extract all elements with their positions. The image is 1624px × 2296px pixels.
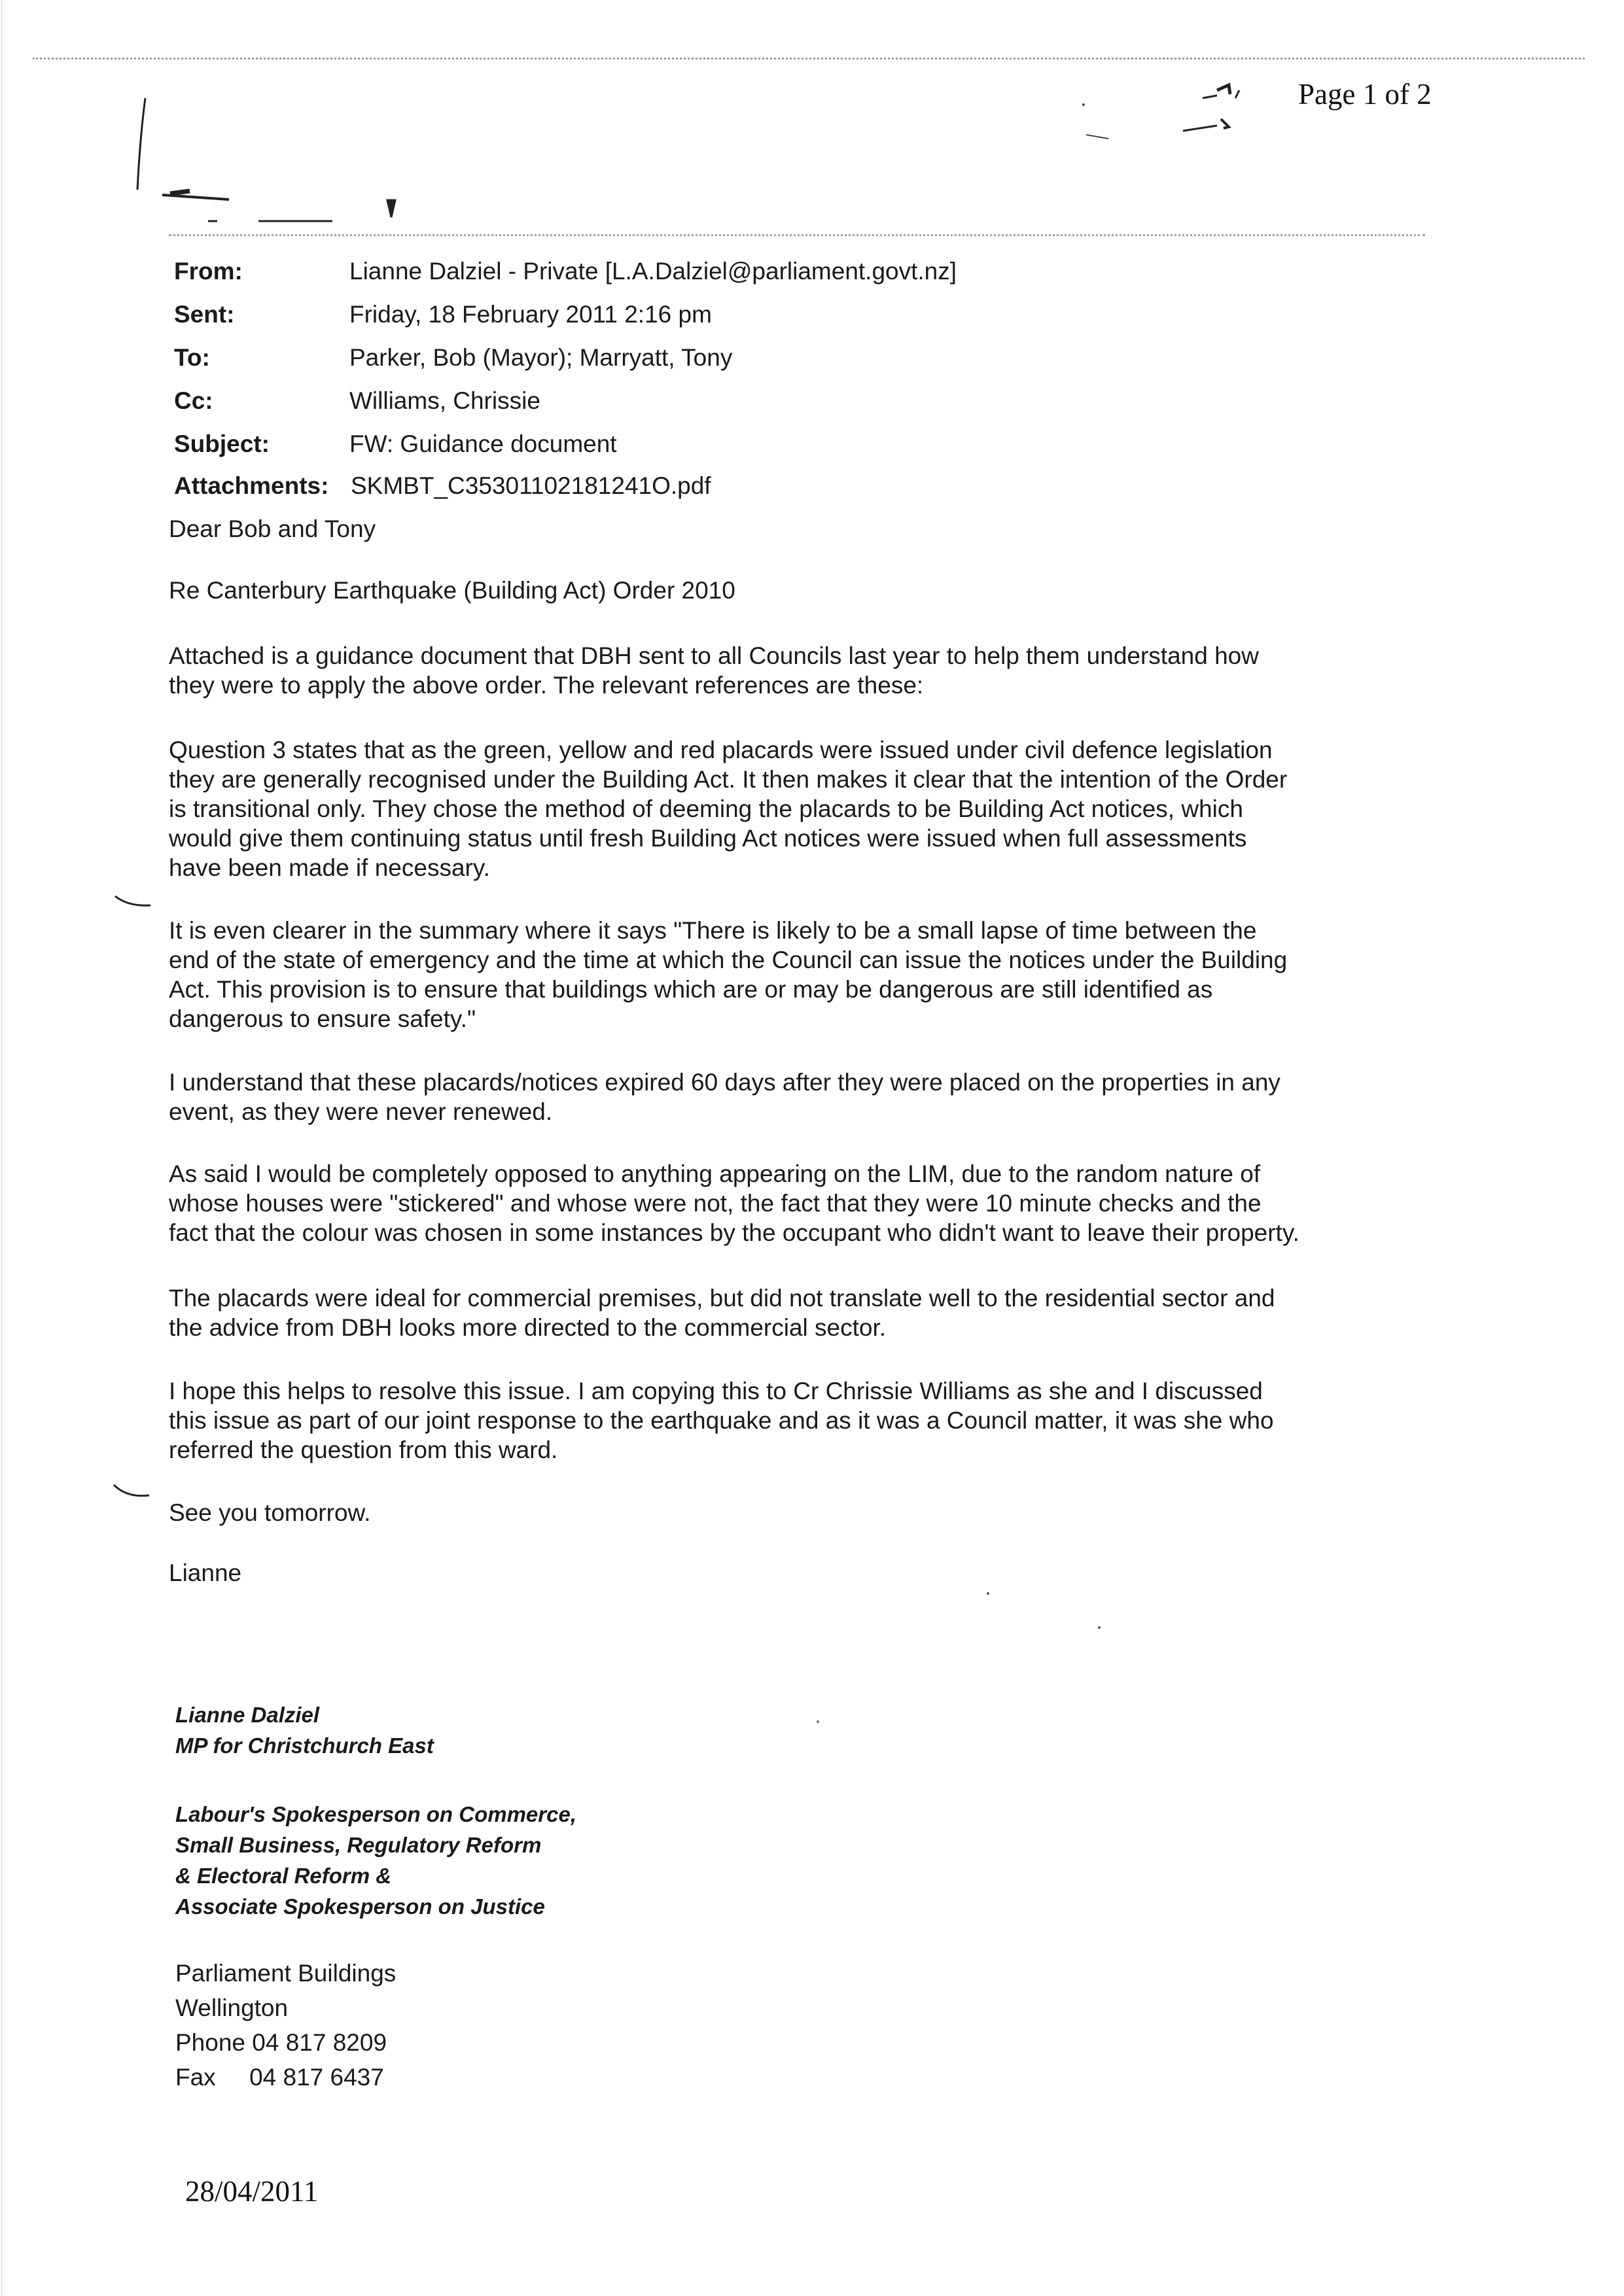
signature-name-block bbox=[175, 1699, 434, 1761]
to-label: To: bbox=[174, 344, 210, 371]
signature-line: Labour's Spokesperson on Commerce, bbox=[175, 1802, 576, 1826]
signature-line: Small Business, Regulatory Reform bbox=[175, 1833, 542, 1857]
scan-edge bbox=[1, 0, 3, 2296]
to-value: Parker, Bob (Mayor); Marryatt, Tony bbox=[349, 344, 733, 371]
paragraph-line: have been made if necessary. bbox=[169, 854, 490, 881]
paragraph-line: As said I would be completely opposed to anything appearing on the LIM, due to the random nature of bbox=[169, 1160, 1261, 1187]
signature-address-block bbox=[175, 1956, 396, 2095]
address-line: Fax 04 817 6437 bbox=[175, 2064, 384, 2091]
paragraph-line: Act. This provision is to ensure that buildings which are or may be dangerous are still identified as bbox=[169, 976, 1213, 1003]
page-number: Page 1 of 2 bbox=[1298, 78, 1432, 111]
signature-line: Associate Spokesperson on Justice bbox=[175, 1894, 545, 1919]
paragraph-line: Question 3 states that as the green, yellow and red placards were issued under civil defence legislation bbox=[169, 737, 1273, 763]
paragraph-line: they were to apply the above order. The relevant references are these: bbox=[169, 672, 924, 699]
paragraph-line: I hope this helps to resolve this issue. I am copying this to Cr Chrissie Williams as she and I discussed bbox=[169, 1378, 1263, 1404]
sent-label: Sent: bbox=[174, 301, 235, 328]
cc-label: Cc: bbox=[174, 387, 213, 414]
paragraph-5 bbox=[169, 1159, 1412, 1247]
paragraph-line: end of the state of emergency and the time at which the Council can issue the notices under the Building bbox=[169, 947, 1288, 973]
re-line: Re Canterbury Earthquake (Building Act) Order 2010 bbox=[169, 577, 735, 604]
address-line: Parliament Buildings bbox=[175, 1960, 397, 1987]
from-value: Lianne Dalziel - Private [L.A.Dalziel@parliament.govt.nz] bbox=[349, 258, 957, 285]
paragraph-line: dangerous to ensure safety." bbox=[169, 1005, 476, 1032]
header-divider bbox=[169, 234, 1425, 236]
signature-line: Lianne Dalziel bbox=[175, 1703, 320, 1727]
paragraph-7 bbox=[169, 1376, 1412, 1465]
paragraph-line: would give them continuing status until fresh Building Act notices were issued when full assessments bbox=[169, 825, 1247, 852]
closing: See you tomorrow. bbox=[169, 1499, 371, 1526]
paragraph-line: Attached is a guidance document that DBH sent to all Councils last year to help them understand how bbox=[169, 642, 1259, 669]
paragraph-4 bbox=[169, 1068, 1412, 1126]
sign-off: Lianne bbox=[169, 1559, 242, 1586]
address-line: Phone 04 817 8209 bbox=[175, 2029, 387, 2056]
signature-line: & Electoral Reform & bbox=[175, 1864, 392, 1888]
paragraph-line: whose houses were "stickered" and whose were not, the fact that they were 10 minute checks and the bbox=[169, 1190, 1262, 1217]
paragraph-line: they are generally recognised under the Building Act. It then makes it clear that the intention of the Order bbox=[169, 766, 1288, 793]
paragraph-6 bbox=[169, 1283, 1412, 1342]
signature-line: MP for Christchurch East bbox=[175, 1733, 434, 1758]
attachments-value: SKMBT_C35301102181241O.pdf bbox=[351, 472, 711, 499]
sent-value: Friday, 18 February 2011 2:16 pm bbox=[349, 301, 712, 328]
paragraph-line: It is even clearer in the summary where it says "There is likely to be a small lapse of time between the bbox=[169, 917, 1257, 944]
address-line: Wellington bbox=[175, 1994, 289, 2021]
paragraph-line: I understand that these placards/notices expired 60 days after they were placed on the properties in any bbox=[169, 1069, 1280, 1096]
subject-label: Subject: bbox=[174, 430, 270, 457]
paragraph-line: the advice from DBH looks more directed to the commercial sector. bbox=[169, 1314, 887, 1341]
greeting: Dear Bob and Tony bbox=[169, 515, 376, 542]
subject-value: FW: Guidance document bbox=[349, 430, 617, 457]
cc-value: Williams, Chrissie bbox=[349, 387, 540, 414]
paragraph-1 bbox=[169, 641, 1412, 700]
paragraph-line: this issue as part of our joint response to the earthquake and as it was a Council matter, it was she who bbox=[169, 1407, 1274, 1434]
attachments-label: Attachments: bbox=[174, 472, 329, 499]
footer-date: 28/04/2011 bbox=[185, 2175, 319, 2208]
paragraph-line: event, as they were never renewed. bbox=[169, 1098, 553, 1125]
paragraph-line: fact that the colour was chosen in some instances by the occupant who didn't want to leave their property. bbox=[169, 1219, 1299, 1246]
paragraph-3 bbox=[169, 916, 1412, 1034]
from-label: From: bbox=[174, 258, 243, 285]
paragraph-line: is transitional only. They chose the method of deeming the placards to be Building Act notices, which bbox=[169, 795, 1243, 822]
paragraph-line: referred the question from this ward. bbox=[169, 1436, 558, 1463]
paragraph-2 bbox=[169, 735, 1412, 882]
signature-role-block bbox=[175, 1799, 576, 1922]
paragraph-line: The placards were ideal for commercial premises, but did not translate well to the residential sector and bbox=[169, 1285, 1275, 1312]
scribble-marks-top bbox=[0, 0, 1624, 275]
